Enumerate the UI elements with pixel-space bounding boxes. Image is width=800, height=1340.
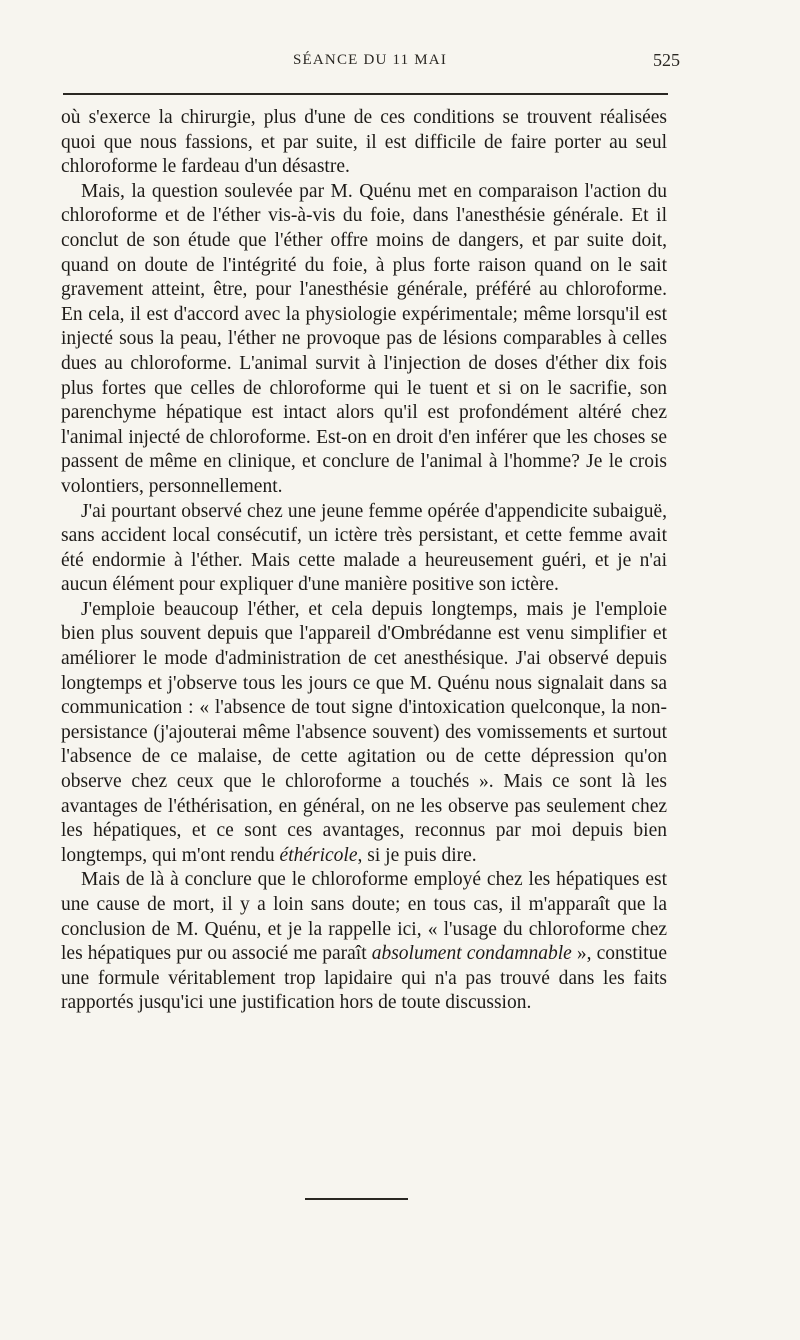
paragraph-text: où s'exerce la chirurgie, plus d'une de ces conditions se trouvent réalisées quoi que nous fassions, et par suite, il est difficile de faire porter au seul chloroforme le fardeau d'un désastre. (61, 107, 667, 178)
italic-term: éthéricole (279, 844, 358, 866)
paragraph-text: J'emploie beaucoup l'éther, et cela depuis longtemps, mais je l'emploie bien plus souvent depuis que l'appareil d'Ombrédanne est venu simplifier et améliorer le mode d'administration de cet anesthésique. J'ai observé depuis longtemps et j'observe tous les jours ce que M. Quénu nous signalait dans sa communication : « l'absence de tout signe d'intoxication quelconque, la non-persistance (j'ajouterai même l'absence souvent) des vomissements et surtout l'absence de ce malaise, de cette agitation ou de cette dépression qu'on observe chez ceux que le chloroforme a touchés ». Mais ce sont là les avantages de l'éthérisation, en général, on ne les observe pas seulement chez les hépatiques, et ce sont ces avantages, reconnus par moi depuis bien longtemps, qui m'ont rendu (61, 598, 667, 866)
header-rule (63, 93, 668, 95)
paragraph-text: Mais de là à conclure que le chloroforme employé chez les hépatiques est une cause de mort, il y a loin sans doute; en tous cas, il m'apparaît que la conclusion de M. Quénu, et je la rappelle ici, « l'usage du chloroforme chez les hépatiques pur ou associé me paraît (61, 869, 667, 965)
body-text (61, 106, 667, 1016)
paragraph (61, 180, 667, 500)
paragraph (61, 868, 667, 1016)
italic-quote: absolument condamnable (371, 943, 572, 965)
paragraph (61, 500, 667, 598)
paragraph-text: , si je puis dire. (357, 844, 477, 866)
end-rule (305, 1198, 408, 1200)
page-number: 525 (653, 50, 680, 70)
paragraph-text: J'ai pourtant observé chez une jeune femme opérée d'appendicite subaiguë, sans accident local consécutif, un ictère très persistant, et cette femme avait été endormie à l'éther. Mais cette malade a heureusement guéri, et je n'ai aucun élément pour expliquer d'une manière positive son ictère. (61, 500, 667, 596)
header-title: SÉANCE DU 11 MAI (292, 52, 448, 68)
paragraph (61, 106, 667, 180)
paragraph-text: Mais, la question soulevée par M. Quénu met en comparaison l'action du chloroforme et de l'éther vis-à-vis du foie, dans l'anesthésie générale. Et il conclut de son étude que l'éther offre moins de dangers, et par suite doit, quand on doute de l'intégrité du foie, à plus forte raison quand on le sait gravement atteint, être, pour l'anesthésie générale, préféré au chloroforme. En cela, il est d'accord avec la physiologie expérimentale; même lorsqu'il est injecté sous la peau, l'éther ne provoque pas de lésions comparables à celles dues au chloroforme. L'animal survit à l'injection de doses d'éther dix fois plus fortes que celles de chloroforme qui le tuent et si on le sacrifie, son parenchyme hépatique est intact alors qu'il est profondément altéré chez l'animal injecté de chloroforme. Est-on en droit d'en inférer que les choses se passent de même en clinique, et conclure de l'animal à l'homme? Je le crois volontiers, personnellement. (61, 180, 667, 497)
running-header (60, 46, 680, 86)
paragraph (61, 598, 667, 869)
paragraph-text: », constitue une formule véritablement trop lapidaire qui n'a pas trouvé dans les faits rapportés jusqu'ici une justification hors de toute discussion. (61, 943, 667, 1014)
